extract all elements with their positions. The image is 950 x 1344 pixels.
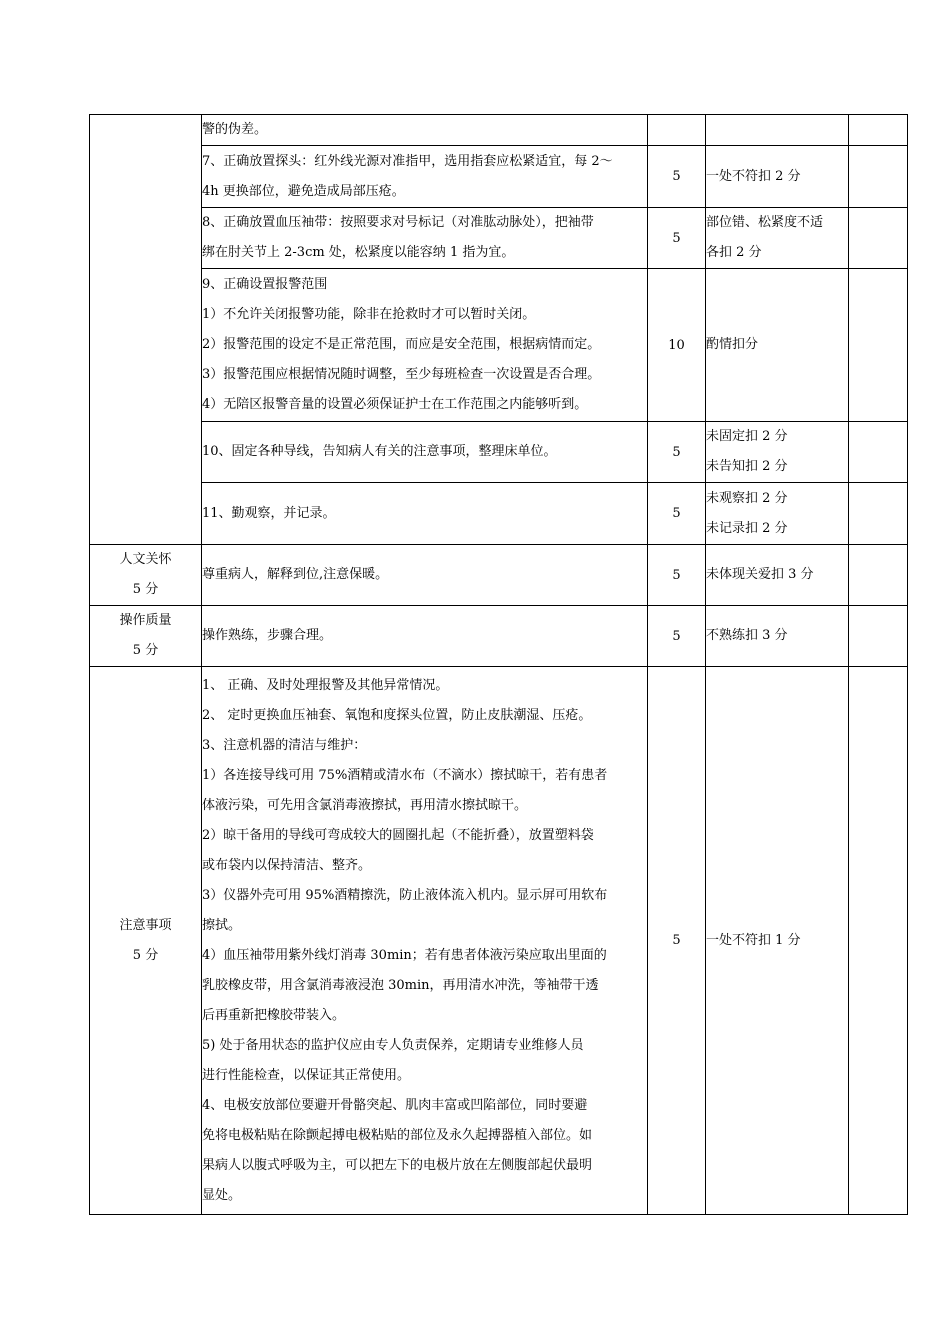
score-cell: 10 <box>648 269 706 422</box>
content-line: 免将电极粘贴在除颤起搏电极粘贴的部位及永久起搏器植入部位。如 <box>202 1127 593 1143</box>
content-line: 11、勤观察，并记录。 <box>202 505 336 521</box>
remark-cell <box>849 667 908 1215</box>
content-line: 或布袋内以保持清洁、整齐。 <box>202 857 372 873</box>
content-line: 4h 更换部位，避免造成局部压疮。 <box>202 183 405 199</box>
table-row <box>90 545 908 606</box>
category-cell <box>90 545 202 606</box>
score-cell: 5 <box>648 667 706 1215</box>
content-cell <box>202 667 648 1215</box>
content-line: 进行性能检查，以保证其正常使用。 <box>202 1067 411 1083</box>
content-line: 1、 正确、及时处理报警及其他异常情况。 <box>202 677 449 693</box>
table-row <box>90 115 908 146</box>
content-cell <box>202 146 648 208</box>
table-row <box>90 146 908 208</box>
remark-cell <box>849 269 908 422</box>
content-line: 1）不允许关闭报警功能，除非在抢救时才可以暂时关闭。 <box>202 307 536 322</box>
content-line: 8、正确放置血压袖带：按照要求对号标记（对准肱动脉处），把袖带 <box>202 215 594 230</box>
remark-cell <box>849 115 908 146</box>
score-cell: 5 <box>648 545 706 606</box>
deduction-cell <box>706 146 849 208</box>
deduction-line: 一处不符扣 2 分 <box>706 168 801 184</box>
content-cell <box>202 208 648 269</box>
content-line: 1）各连接导线可用 75%酒精或清水布（不滴水）擦拭晾干，若有患者 <box>202 767 608 783</box>
table-row <box>90 208 908 269</box>
category-points: 5 分 <box>132 582 159 597</box>
content-cell <box>202 606 648 667</box>
content-line: 显处。 <box>202 1187 242 1203</box>
deduction-line: 部位错、松紧度不适 <box>706 215 824 230</box>
score-cell <box>648 115 706 146</box>
deduction-line: 未观察扣 2 分 <box>706 490 788 506</box>
content-line: 2）报警范围的设定不是正常范围，而应是安全范围，根据病情而定。 <box>202 337 601 352</box>
category-points: 5 分 <box>132 947 159 963</box>
content-line: 7、正确放置探头：红外线光源对准指甲，选用指套应松紧适宜，每 2～ <box>202 153 613 169</box>
deduction-cell <box>706 606 849 667</box>
content-line: 3）报警范围应根据情况随时调整，至少每班检查一次设置是否合理。 <box>202 367 601 382</box>
remark-cell <box>849 545 908 606</box>
content-line: 4）血压袖带用紫外线灯消毒 30min；若有患者体液污染应取出里面的 <box>202 947 607 963</box>
content-line: 2、 定时更换血压袖套、氧饱和度探头位置，防止皮肤潮湿、压疮。 <box>202 707 592 723</box>
deduction-line: 一处不符扣 1 分 <box>706 932 801 948</box>
table-row <box>90 422 908 483</box>
table-row <box>90 483 908 545</box>
deduction-cell <box>706 208 849 269</box>
remark-cell <box>849 422 908 483</box>
content-line: 后再重新把橡胶带装入。 <box>202 1007 346 1023</box>
remark-cell <box>849 146 908 208</box>
category-cell-empty <box>90 115 202 545</box>
content-line: 乳胶橡皮带，用含氯消毒液浸泡 30min，再用清水冲洗，等袖带干透 <box>202 977 599 993</box>
content-line: 擦拭。 <box>202 917 242 933</box>
remark-cell <box>849 483 908 545</box>
category-title: 操作质量 <box>119 613 172 628</box>
remark-cell <box>849 208 908 269</box>
content-cell <box>202 483 648 545</box>
content-cell <box>202 422 648 483</box>
content-line: 3）仪器外壳可用 95%酒精擦洗，防止液体流入机内。显示屏可用软布 <box>202 887 608 903</box>
deduction-line: 未告知扣 2 分 <box>706 459 788 474</box>
table-row <box>90 667 908 1215</box>
content-line: 尊重病人，解释到位,注意保暖。 <box>202 567 389 582</box>
score-cell: 5 <box>648 606 706 667</box>
content-line: 5) 处于备用状态的监护仪应由专人负责保养，定期请专业维修人员 <box>202 1037 584 1053</box>
score-cell: 5 <box>648 208 706 269</box>
content-line: 操作熟练，步骤合理。 <box>202 628 333 643</box>
content-line: 2）晾干备用的导线可弯成较大的圆圈扎起（不能折叠），放置塑料袋 <box>202 827 594 843</box>
content-line: 3、注意机器的清洁与维护： <box>202 737 367 753</box>
table-row <box>90 269 908 422</box>
category-cell <box>90 606 202 667</box>
content-line: 9、正确设置报警范围 <box>202 277 328 292</box>
content-line: 体液污染，可先用含氯消毒液擦拭，再用清水擦拭晾干。 <box>202 797 528 813</box>
deduction-line: 各扣 2 分 <box>706 245 762 260</box>
table-row <box>90 606 908 667</box>
deduction-cell <box>706 483 849 545</box>
deduction-cell <box>706 115 849 146</box>
deduction-cell <box>706 422 849 483</box>
content-line: 警的伪差。 <box>202 122 268 137</box>
deduction-line: 未体现关爱扣 3 分 <box>706 567 814 582</box>
content-line: 果病人以腹式呼吸为主，可以把左下的电极片放在左侧腹部起伏最明 <box>202 1157 593 1173</box>
deduction-line: 未固定扣 2 分 <box>706 429 788 444</box>
deduction-line: 未记录扣 2 分 <box>706 520 788 536</box>
deduction-cell <box>706 545 849 606</box>
score-cell: 5 <box>648 146 706 208</box>
content-line: 4）无陪区报警音量的设置必须保证护士在工作范围之内能够听到。 <box>202 397 588 412</box>
score-cell: 5 <box>648 422 706 483</box>
content-line: 绑在肘关节上 2-3cm 处，松紧度以能容纳 1 指为宜。 <box>202 245 515 260</box>
deduction-line: 不熟练扣 3 分 <box>706 628 788 643</box>
content-cell <box>202 269 648 422</box>
scoring-table <box>89 114 908 1215</box>
deduction-line: 酌情扣分 <box>706 337 759 352</box>
category-points: 5 分 <box>132 643 159 658</box>
content-cell <box>202 545 648 606</box>
category-title: 注意事项 <box>119 917 172 933</box>
content-cell <box>202 115 648 146</box>
content-line: 10、固定各种导线，告知病人有关的注意事项，整理床单位。 <box>202 444 557 459</box>
content-line: 4、电极安放部位要避开骨骼突起、肌肉丰富或凹陷部位，同时要避 <box>202 1097 588 1113</box>
deduction-cell <box>706 667 849 1215</box>
score-cell: 5 <box>648 483 706 545</box>
deduction-cell <box>706 269 849 422</box>
category-cell <box>90 667 202 1215</box>
remark-cell <box>849 606 908 667</box>
category-title: 人文关怀 <box>119 552 172 567</box>
